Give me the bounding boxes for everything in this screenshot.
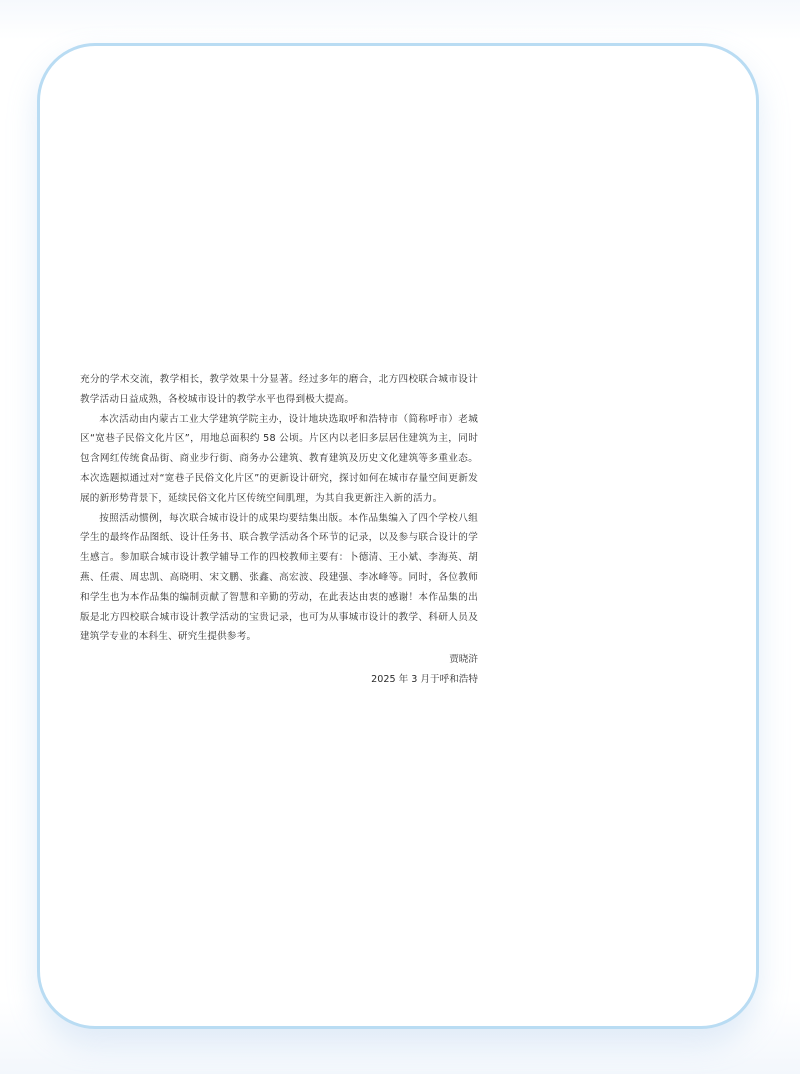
signature-block [371, 650, 478, 690]
paragraph-1: 充分的学术交流，教学相长，教学效果十分显著。经过多年的磨合，北方四校联合城市设计教学活动日益成熟，各校城市设计的教学水平也得到极大提高。 [80, 374, 478, 405]
signature-author: 贾晓浒 [449, 654, 478, 665]
paragraph-2: 本次活动由内蒙古工业大学建筑学院主办，设计地块选取呼和浩特市（简称呼市）老城区“宽巷子民俗文化片区”，用地总面积约 58 公顷。片区内以老旧多层居住建筑为主，同时包含网红传统食品街、商业步行街、商务办公建筑、教育建筑及历史文化建筑等多重业态。本次选题拟通过对“宽巷子民俗文化片区”的更新设计研究，探讨如何在城市存量空间更新发展的新形势背景下，延续民俗文化片区传统空间肌理，为其自我更新注入新的活力。 [80, 413, 478, 504]
paragraph-3: 按照活动惯例，每次联合城市设计的成果均要结集出版。本作品集编入了四个学校八组学生的最终作品图纸、设计任务书、联合教学活动各个环节的记录，以及参与联合设计的学生感言。参加联合城市设计教学辅导工作的四校教师主要有：卜德清、王小斌、李海英、胡燕、任震、周忠凯、高晓明、宋文鹏、张鑫、高宏波、段建强、李冰峰等。同时，各位教师和学生也为本作品集的编制贡献了智慧和辛勤的劳动，在此表达由衷的感谢！本作品集的出版是北方四校联合城市设计教学活动的宝贵记录，也可为从事城市设计的教学、科研人员及建筑学专业的本科生、研究生提供参考。 [80, 512, 478, 643]
signature-date-place: 2025 年 3 月于呼和浩特 [371, 673, 478, 685]
body-text [80, 370, 478, 647]
